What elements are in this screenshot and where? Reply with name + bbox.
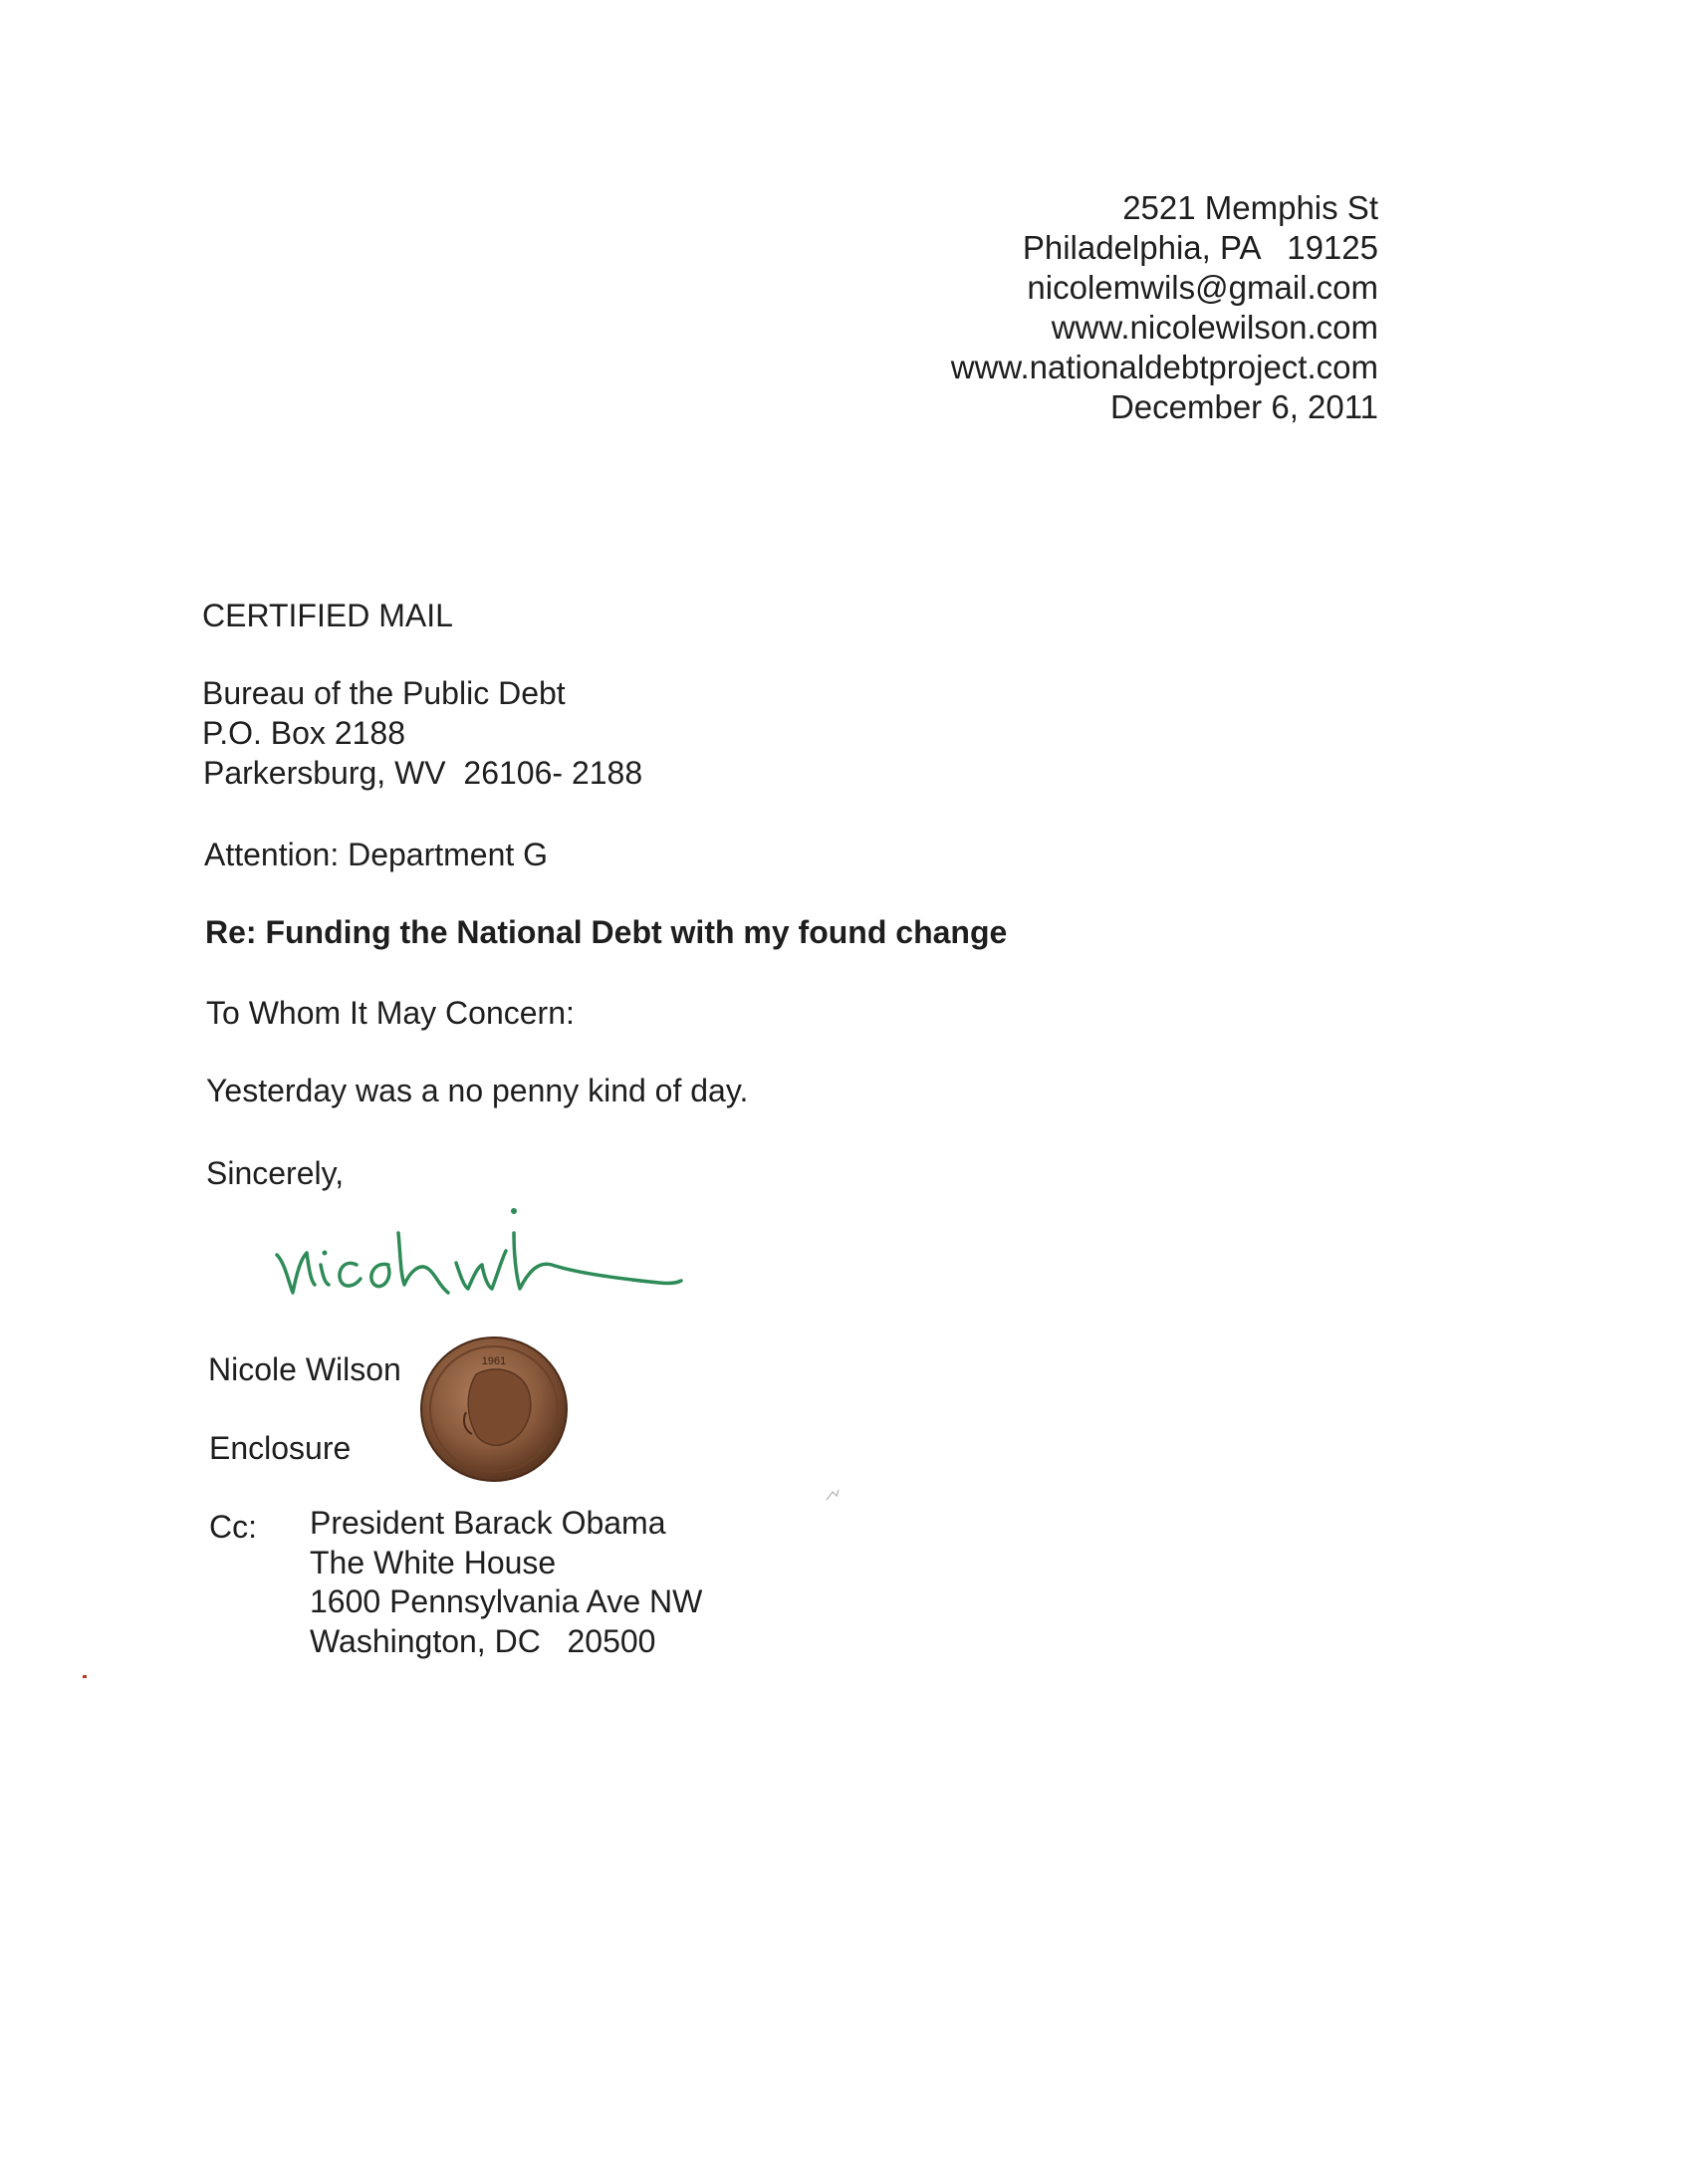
sender-website-2: www.nationaldebtproject.com [950,349,1378,385]
enclosure-line: Enclosure [209,1430,352,1466]
cc-label: Cc: [209,1509,257,1545]
handwritten-signature [271,1193,689,1313]
sender-website-1: www.nicolewilson.com [1051,309,1378,346]
scan-red-dot [83,1675,87,1678]
recipient-name: Bureau of the Public Debt [202,675,566,711]
cc-address-block [310,1504,702,1661]
letter-date: December 6, 2011 [1109,388,1378,425]
cc-line-1: President Barack Obama [310,1505,666,1541]
recipient-po-box: P.O. Box 2188 [202,715,405,751]
letter-body: Yesterday was a no penny kind of day. [206,1073,749,1108]
cc-line-3: 1600 Pennsylvania Ave NW [310,1583,703,1619]
attention-line: Attention: Department G [204,837,549,872]
sender-city-state-zip: Philadelphia, PA 19125 [1022,229,1378,266]
recipient-city-state-zip: Parkersburg, WV 26106- 2188 [203,755,643,791]
penny-coin-image [418,1335,570,1484]
cc-line-4: Washington, DC 20500 [310,1622,656,1659]
sender-address-block [951,188,1378,427]
mail-type: CERTIFIED MAIL [202,598,453,633]
closing: Sincerely, [206,1155,345,1191]
scan-speck [825,1488,841,1502]
cc-line-2: The White House [310,1544,557,1580]
subject-line: Re: Funding the National Debt with my found change [205,914,1008,950]
sender-street: 2521 Memphis St [1122,189,1378,226]
svg-text:1961: 1961 [481,1355,507,1367]
sender-email: nicolemwils@gmail.com [1027,269,1378,306]
salutation: To Whom It May Concern: [206,995,575,1031]
signature-name: Nicole Wilson [208,1351,401,1387]
